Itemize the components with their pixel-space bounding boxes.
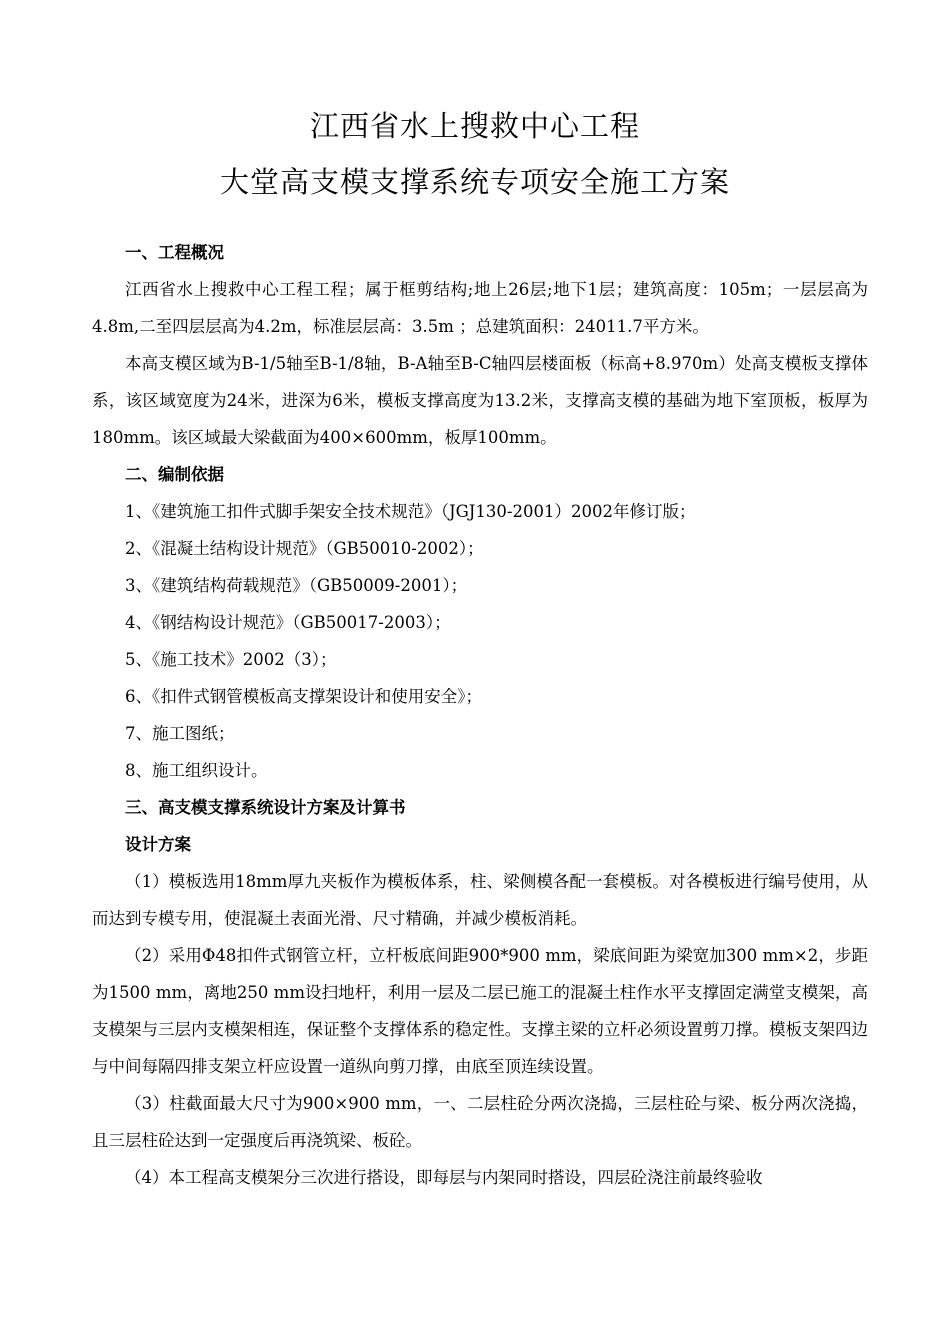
reference-item-6: 6、《扣件式钢管模板高支撑架设计和使用安全》； — [125, 687, 482, 706]
section3-heading: 三、高支模支撑系统设计方案及计算书 — [125, 798, 406, 817]
reference-item-8: 8、施工组织设计。 — [125, 761, 268, 780]
reference-item-3: 3、《建筑结构荷载规范》（GB50009-2001）； — [125, 576, 468, 595]
document-body — [92, 234, 868, 1196]
section2-heading: 二、编制依据 — [125, 465, 224, 484]
reference-item-7: 7、施工图纸； — [125, 724, 235, 743]
section3-subheading: 设计方案 — [125, 835, 191, 854]
design-paragraph-3: （3）柱截面最大尺寸为900×900 mm，一、二层柱砼分两次浇捣，三层柱砼与梁、板分两次浇捣，且三层柱砼达到一定强度后再浇筑梁、板砼。 — [92, 1094, 868, 1150]
design-paragraph-2: （2）采用Φ48扣件式钢管立杆，立杆板底间距900*900 mm，梁底间距为梁宽加300 mm×2，步距为1500 mm，离地250 mm设扫地杆，利用一层及二层已施工的混凝土柱作水平支撑固定满堂支模架，高支模架与三层内支模架相连，保证整个支撑体系的稳定性。支撑主梁的立杆必须设置剪刀撑。模板支架四边与中间每隔四排支架立杆应设置一道纵向剪刀撑，由底至顶连续设置。 — [92, 946, 868, 1076]
reference-item-1: 1、《建筑施工扣件式脚手架安全技术规范》（JGJ130-2001）2002年修订版； — [125, 502, 696, 521]
reference-item-5: 5、《施工技术》2002（3）； — [125, 650, 337, 669]
document-title-line2: 大堂高支模支撑系统专项安全施工方案 — [219, 165, 730, 199]
design-paragraph-4: （4）本工程高支模架分三次进行搭设，即每层与内架同时搭设，四层砼浇注前最终验收 — [125, 1168, 763, 1187]
reference-item-4: 4、《钢结构设计规范》（GB50017-2003）； — [125, 613, 451, 632]
section1-heading: 一、工程概况 — [125, 243, 224, 262]
section1-paragraph-2: 本高支模区域为B-1/5轴至B-1/8轴，B-A轴至B-C轴四层楼面板（标高+8.970m）处高支模板支撑体系，该区域宽度为24米，进深为6米，模板支撑高度为13.2米，支撑高支模的基础为地下室顶板，板厚为180mm。该区域最大梁截面为400×600mm，板厚100mm。 — [92, 354, 868, 447]
design-paragraph-1: （1）模板选用18mm厚九夹板作为模板体系，柱、梁侧模各配一套模板。对各模板进行编号使用，从而达到专模专用，使混凝土表面光滑、尺寸精确，并减少模板消耗。 — [92, 872, 868, 928]
section1-paragraph-1: 江西省水上搜救中心工程工程；属于框剪结构;地上26层;地下1层；建筑高度：105m；一层层高为4.8m,二至四层层高为4.2m，标准层层高：3.5m ；总建筑面积：24011.7平方米。 — [92, 280, 868, 336]
document-title-line1: 江西省水上搜救中心工程 — [309, 109, 640, 143]
reference-item-2: 2、《混凝土结构设计规范》（GB50010-2002）； — [125, 539, 484, 558]
